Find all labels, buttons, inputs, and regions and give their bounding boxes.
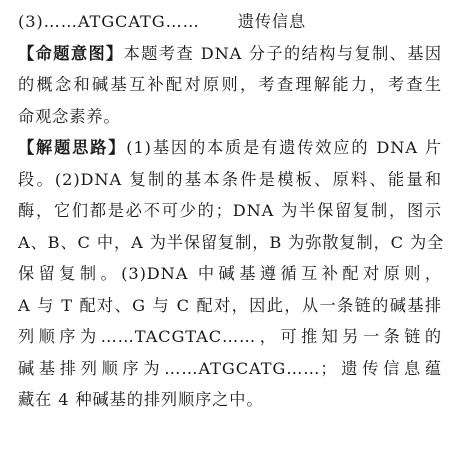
answer-number: (3) [18,12,44,31]
analysis-line-2 [18,164,442,196]
intent-line-3 [18,101,442,133]
analysis-heading: 【解题思路】 [18,138,127,157]
answer-line [18,6,442,38]
analysis-text-7: 列顺序为……TACGTAC……，可推知另一条链的 [18,327,442,346]
analysis-text-6: A 与 T 配对、G 与 C 配对，因此，从一条链的碱基排 [18,295,442,315]
intent-line-2 [18,69,442,101]
analysis-text-3: 酶，它们都是必不可少的；DNA 为半保留复制，图示 [18,201,442,220]
intent-text-1: 本题考查 DNA 分子的结构与复制、基因 [123,43,442,63]
analysis-line-9 [18,384,442,416]
analysis-line-4 [18,227,445,259]
answer-explanation [0,6,456,467]
intent-text-3: 命观念素养。 [18,106,121,126]
analysis-line-1 [18,132,442,164]
analysis-text-1: (1)基因的本质是有遗传效应的 DNA 片 [126,138,442,157]
analysis-line-5 [18,258,442,290]
intent-heading: 【命题意图】 [18,43,124,63]
analysis-text-8: 碱基排列顺序为……ATGCATG……；遗传信息蕴 [18,358,442,378]
analysis-line-8 [18,353,442,385]
answer-term: 遗传信息 [237,12,307,31]
analysis-text-2: 段。(2)DNA 复制的基本条件是模板、原料、能量和 [18,169,442,189]
analysis-text-9: 藏在 4 种碱基的排列顺序之中。 [18,390,264,409]
intent-text-2: 的概念和碱基互补配对原则，考查理解能力，考查生 [18,75,442,94]
answer-sequence: ……ATGCATG…… [43,12,200,31]
intent-line-1 [18,38,442,70]
analysis-text-4: A、B、C 中，A 为半保留复制，B 为弥散复制，C 为全 [18,232,445,252]
analysis-text-5: 保留复制。(3)DNA 中碱基遵循互补配对原则， [18,264,442,283]
analysis-line-7 [18,321,442,353]
analysis-line-6 [18,290,442,322]
analysis-line-3 [18,195,442,227]
